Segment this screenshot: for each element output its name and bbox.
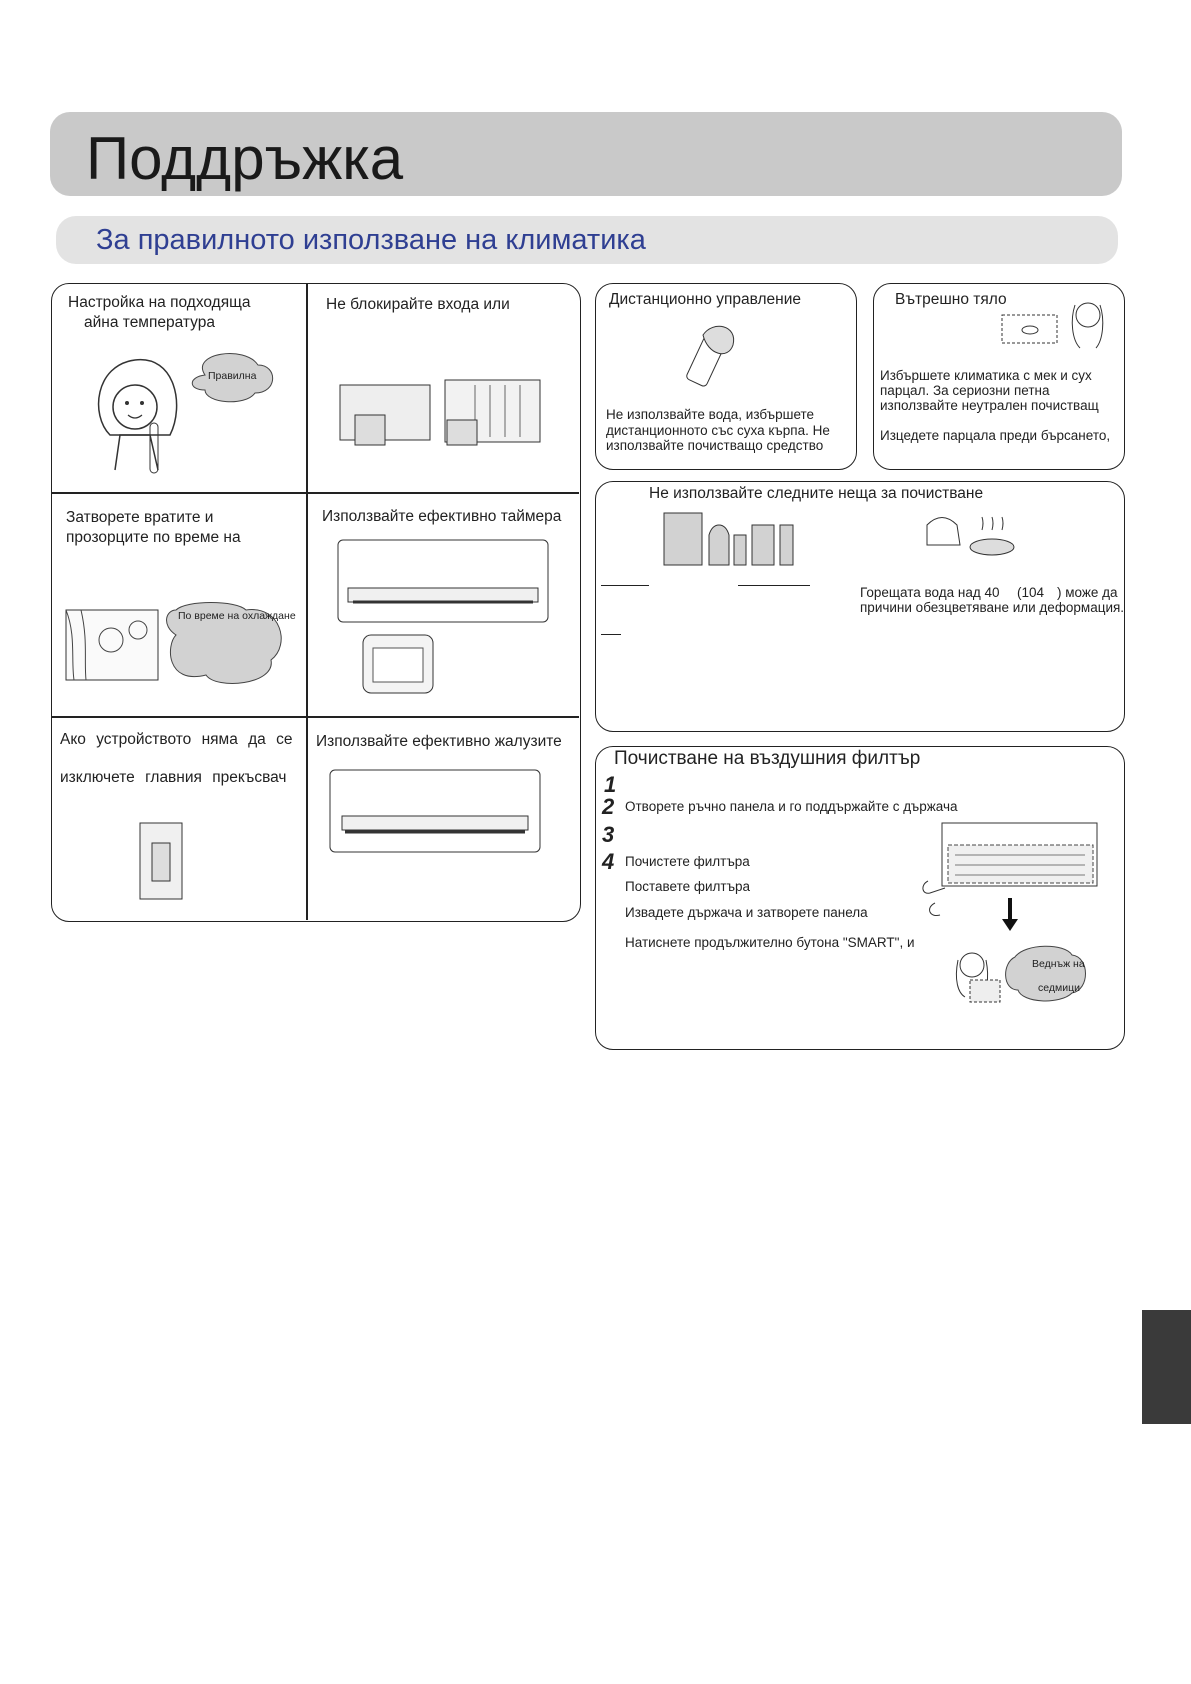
- indoor-title: Вътрешно тяло: [895, 291, 1007, 308]
- step-6-text: Извадете държача и затворете панела: [625, 905, 868, 920]
- do-not-use-title: Не използвайте следните неща за почистване: [649, 485, 984, 502]
- step-1-number: 1: [604, 772, 617, 797]
- remote-wipe-illustration: [683, 320, 743, 390]
- indoor-text-4: Изцедете парцала преди бърсането,: [880, 428, 1111, 443]
- bubble-weekly-text-2: седмици: [1038, 982, 1080, 994]
- bubble-cooling-text: По време на охлаждане: [178, 610, 296, 622]
- label-underline-2: [738, 585, 810, 586]
- remote-text-2: дистанционното със суха кърпа. Не: [606, 423, 830, 438]
- label-underline-1: [601, 585, 649, 586]
- breaker-switch-illustration: [140, 823, 185, 901]
- step-3-number: 3: [602, 822, 615, 847]
- indoor-wipe-illustration: [1000, 300, 1110, 350]
- step-4-number: 4: [602, 849, 615, 874]
- bubble-weekly-text-1: Веднъж на: [1032, 958, 1085, 970]
- remote-title: Дистанционно управление: [609, 291, 801, 308]
- hot-water-text-2: ) може да: [1057, 585, 1118, 600]
- grid-divider-row2: [51, 716, 579, 718]
- tip-temperature-line1: Настройка на подходяща: [68, 294, 251, 311]
- tip-switch-line2: изключете главния прекъсвач: [60, 769, 287, 786]
- ac-unit-timer-illustration: [338, 540, 548, 710]
- grid-divider-vertical: [306, 283, 308, 920]
- indoor-text-3: използвайте неутрален почистващ: [880, 398, 1099, 413]
- page-title-bar: [50, 112, 1122, 196]
- tip-louvers-line1: Използвайте ефективно жалузите: [316, 733, 562, 750]
- language-side-tab: [1142, 1310, 1191, 1424]
- filter-title: Почистване на въздушния филтър: [614, 748, 921, 769]
- tip-no-block-line1: Не блокирайте входа или: [326, 296, 510, 313]
- page-title: Поддръжка: [86, 125, 404, 192]
- girl-filter-bubble-illustration: [950, 945, 1085, 1005]
- section-subtitle: За правилното използване на климатика: [96, 224, 646, 256]
- hot-water-illustration: [922, 505, 1017, 565]
- blocked-unit-illustration: [335, 375, 560, 455]
- hot-water-value: (104: [1017, 585, 1045, 600]
- step-4-text: Почистете филтъра: [625, 854, 750, 869]
- label-underline-3: [601, 634, 621, 635]
- section-subtitle-bar: [56, 216, 1118, 264]
- tip-temperature-line2: айна температура: [84, 314, 215, 331]
- chemicals-illustration: [662, 505, 797, 567]
- indoor-text-1: Избършете климатика с мек и сух: [880, 368, 1092, 383]
- tip-switch-line1: Ако устройството няма да се: [60, 731, 293, 748]
- bubble-correct-text: Правилна: [208, 370, 257, 382]
- filter-removal-illustration: [920, 823, 1100, 933]
- step-2-number: 2: [602, 794, 615, 819]
- step-5-text: Поставете филтъра: [625, 879, 751, 894]
- step-7-text: Натиснете продължително бутона "SMART", и: [625, 935, 915, 950]
- tip-close-doors-line1: Затворете вратите и: [66, 509, 214, 526]
- hot-water-text-1: Горещата вода над 40: [860, 585, 1000, 600]
- hot-water-text-3: причини обезцветяване или деформация.: [860, 600, 1125, 615]
- tip-close-doors-line2: прозорците по време на: [66, 529, 241, 546]
- remote-text-1: Не използвайте вода, избършете: [606, 407, 815, 422]
- ac-unit-louver-illustration: [330, 770, 540, 855]
- grid-divider-row1: [51, 492, 579, 494]
- indoor-text-2: парцал. За сериозни петна: [880, 383, 1050, 398]
- remote-text-3: използвайте почистващо средство: [606, 438, 824, 453]
- step-2-text: Отворете ръчно панела и го поддържайте с държача: [625, 799, 958, 814]
- tip-timer-line1: Използвайте ефективно таймера: [322, 508, 562, 525]
